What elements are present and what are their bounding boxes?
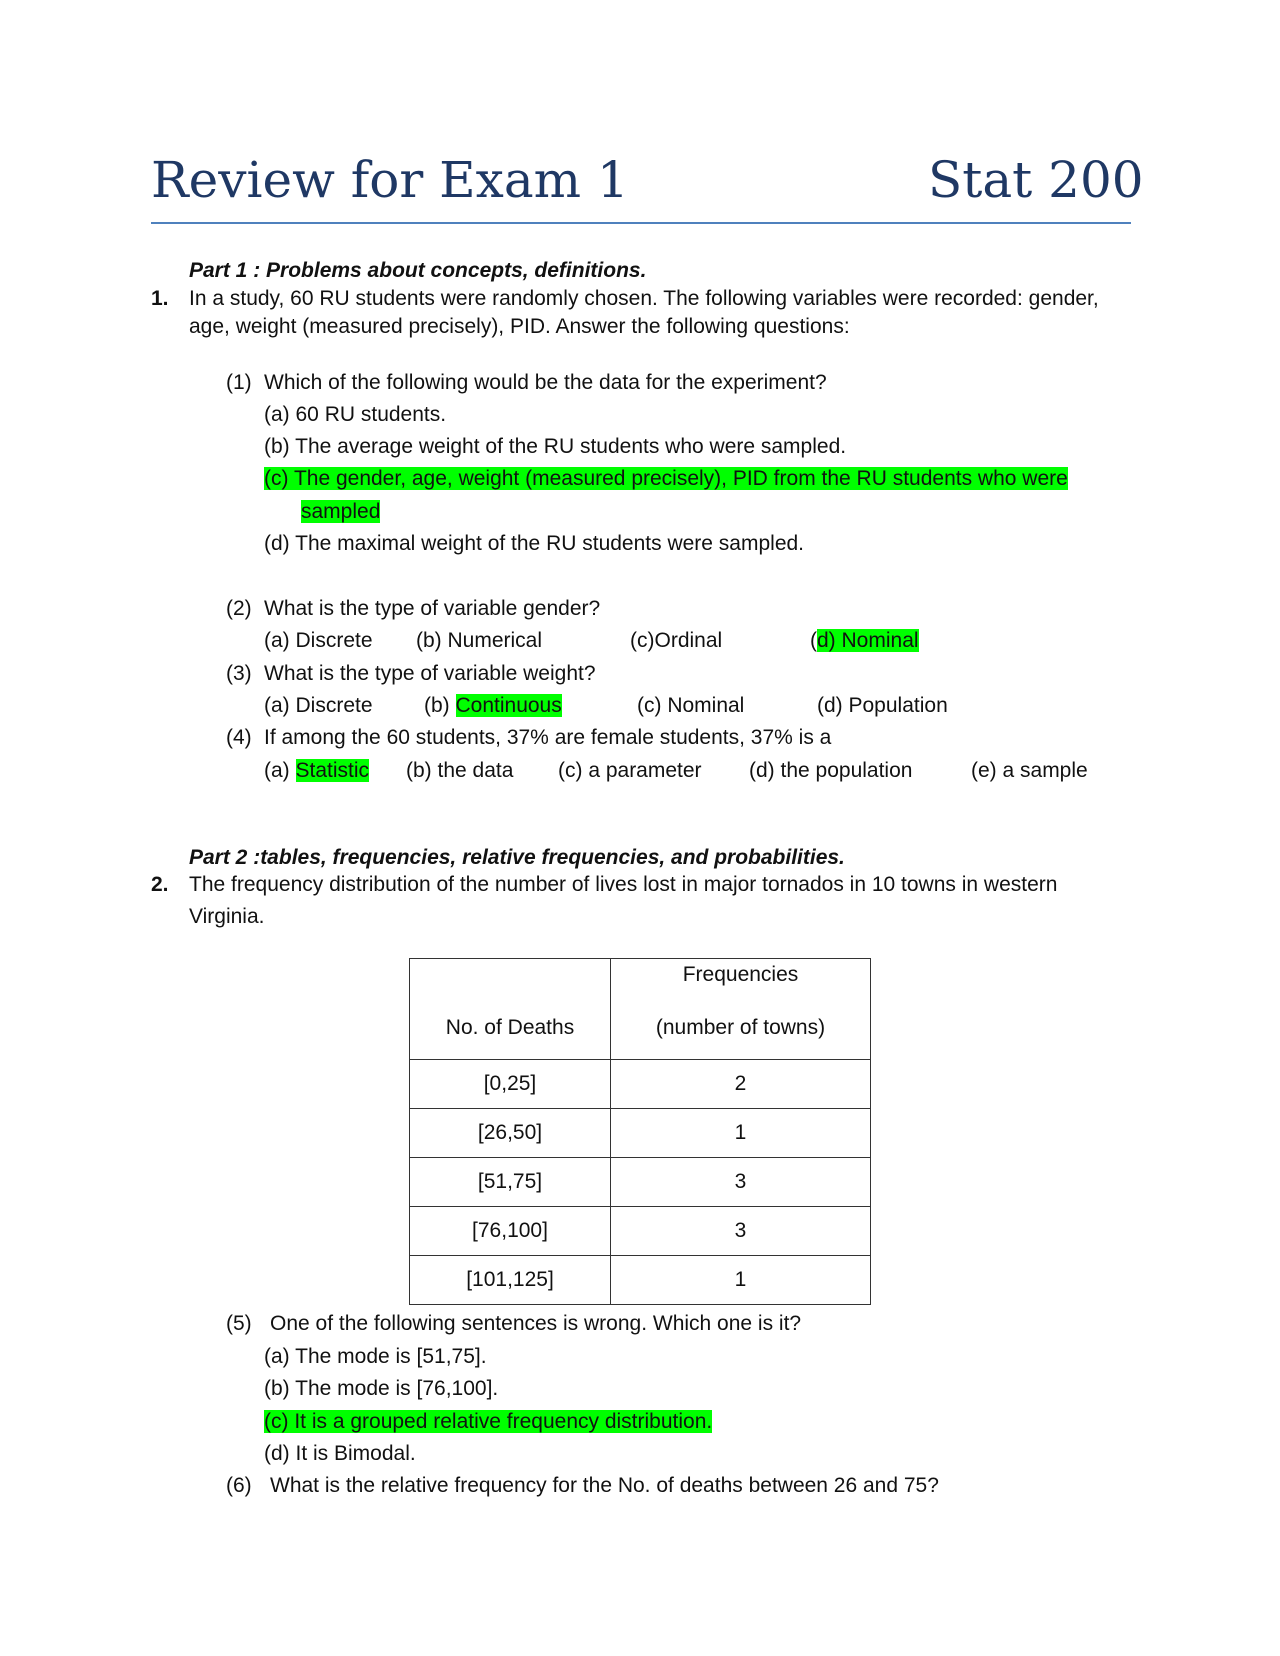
q4-option-a-prefix: (a) [264, 759, 296, 782]
q5-option-c [264, 1409, 712, 1435]
part2-heading: Part 2 :tables, frequencies, relative frequencies, and probabilities. [189, 846, 845, 869]
frequency-table [409, 958, 871, 1305]
q3-option-a: (a) Discrete [264, 694, 373, 717]
frequency-cell: 2 [611, 1060, 871, 1109]
q3-number: (3) [226, 662, 252, 685]
q3-option-b-prefix: (b) [424, 694, 456, 717]
deaths-cell: [76,100] [410, 1207, 611, 1256]
q5-option-d: (d) It is Bimodal. [264, 1442, 416, 1465]
q1-option-c-line1 [264, 466, 1068, 492]
answer-highlight: sampled [301, 500, 381, 523]
q2-number: (2) [226, 597, 252, 620]
problem1-number: 1. [151, 287, 169, 310]
answer-highlight: d) Nominal [817, 629, 919, 652]
q1-option-b: (b) The average weight of the RU students who were sampled. [264, 435, 847, 458]
q4-text: If among the 60 students, 37% are female students, 37% is a [264, 726, 832, 749]
table-row [410, 1109, 871, 1158]
answer-highlight: (c) It is a grouped relative frequency distribution. [264, 1410, 713, 1433]
answer-highlight: (c) The gender, age, weight (measured precisely), PID from the RU students who were [264, 467, 1068, 490]
q3-option-b [424, 693, 562, 719]
frequency-cell: 1 [611, 1109, 871, 1158]
title-divider [151, 222, 1131, 224]
frequency-cell: 3 [611, 1207, 871, 1256]
q3-text: What is the type of variable weight? [264, 662, 596, 685]
q1-option-c-line2 [301, 499, 380, 525]
q5-option-a: (a) The mode is [51,75]. [264, 1345, 487, 1368]
q4-number: (4) [226, 726, 252, 749]
q3-option-c: (c) Nominal [637, 694, 745, 717]
q3-option-d: (d) Population [817, 694, 948, 717]
q5-text: One of the following sentences is wrong. Which one is it? [270, 1312, 802, 1335]
frequency-cell: 3 [611, 1158, 871, 1207]
deaths-cell: [0,25] [410, 1060, 611, 1109]
q6-text: What is the relative frequency for the No. of deaths between 26 and 75? [270, 1474, 939, 1497]
col2-header-line2: (number of towns) [655, 1016, 826, 1039]
q4-option-c: (c) a parameter [558, 759, 702, 782]
q1-option-a: (a) 60 RU students. [264, 403, 447, 426]
q1-option-d: (d) The maximal weight of the RU students were sampled. [264, 532, 805, 555]
q2-option-d [810, 628, 919, 654]
table-row [410, 1158, 871, 1207]
table-row [410, 1256, 871, 1305]
table-header-row [410, 959, 871, 1060]
q1-text: Which of the following would be the data for the experiment? [264, 371, 827, 394]
problem1-intro-line2: age, weight (measured precisely), PID. Answer the following questions: [189, 315, 850, 338]
answer-highlight: Statistic [295, 759, 370, 782]
q4-option-a [264, 758, 369, 784]
table-row [410, 1060, 871, 1109]
q4-option-d: (d) the population [749, 759, 913, 782]
problem2-number: 2. [151, 873, 169, 896]
q2-option-c: (c)Ordinal [630, 629, 723, 652]
q5-option-b: (b) The mode is [76,100]. [264, 1377, 499, 1400]
col1-header: No. of Deaths [445, 1016, 575, 1039]
q2-text: What is the type of variable gender? [264, 597, 601, 620]
q2-option-b: (b) Numerical [416, 629, 543, 652]
table-row [410, 1207, 871, 1256]
problem2-intro-line2: Virginia. [189, 905, 265, 928]
deaths-cell: [51,75] [410, 1158, 611, 1207]
problem2-intro-line1: The frequency distribution of the number of lives lost in major tornados in 10 towns in western [189, 873, 1058, 896]
problem1-intro-line1: In a study, 60 RU students were randomly chosen. The following variables were recorded: gender, [189, 287, 1099, 310]
q1-number: (1) [226, 371, 252, 394]
q2-option-a: (a) Discrete [264, 629, 373, 652]
q2-option-d-paren: ( [810, 629, 817, 652]
frequency-cell: 1 [611, 1256, 871, 1305]
col2-header-line1: Frequencies [682, 963, 799, 986]
table-header-cell [410, 959, 611, 1060]
q4-option-b: (b) the data [406, 759, 514, 782]
course-title: Stat 200 [928, 151, 1144, 209]
deaths-cell: [101,125] [410, 1256, 611, 1305]
answer-highlight: Continuous [455, 694, 562, 717]
part1-heading: Part 1 : Problems about concepts, definitions. [189, 259, 647, 282]
page-title: Review for Exam 1 [151, 151, 629, 209]
q4-option-e: (e) a sample [971, 759, 1088, 782]
q5-number: (5) [226, 1312, 252, 1335]
deaths-cell: [26,50] [410, 1109, 611, 1158]
q6-number: (6) [226, 1474, 252, 1497]
table-header-cell [611, 959, 871, 1060]
